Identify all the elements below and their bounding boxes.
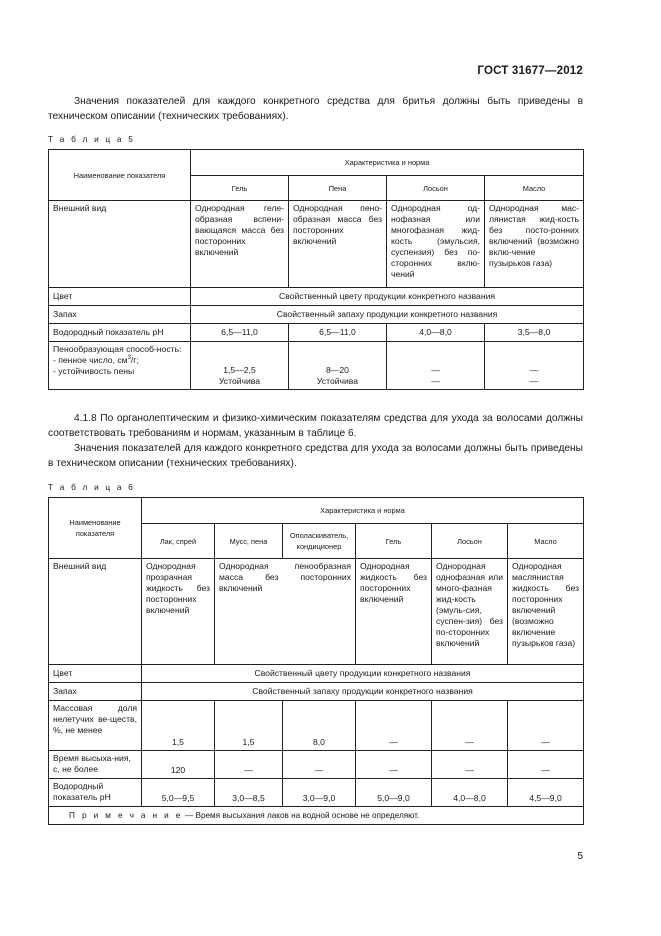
t5-foam-label [49, 342, 191, 390]
t5-foam-title: Пенообразующая способ-ность: [53, 344, 182, 354]
t5-foam-maslo [485, 342, 584, 390]
t5-ph-maslo: 3,5—8,0 [485, 324, 584, 342]
t6-col-muss: Мусс, пена [215, 524, 283, 559]
t6-color-label: Цвет [49, 665, 142, 683]
t5-appearance-label: Внешний вид [49, 201, 191, 288]
t6-appearance-label: Внешний вид [49, 559, 142, 665]
t6-appearance-lak: Однородная прозрачная жидкость без посторонних включений [142, 559, 215, 665]
t6-drying-maslo: — [508, 751, 584, 779]
section-paragraph-1 [48, 411, 583, 441]
table5-caption: Т а б л и ц а 5 [48, 134, 136, 144]
t6-mass-lak: 1,5 [142, 701, 215, 751]
t5-foam-number-label [53, 355, 186, 366]
t5-ph-gel: 6,5—11,0 [191, 324, 289, 342]
intro-paragraph-text: Значения показателей для каждого конкретного средства для бритья должны быть приведены в техническом описании (технических требованиях). [48, 96, 583, 122]
t5-foam-loson-stability: — [431, 376, 440, 386]
t6-appearance-muss-opolask: Однородная пенообразная масса без посторонних включений [215, 559, 356, 665]
t6-smell-label: Запах [49, 683, 142, 701]
t6-color-value: Свойственный цвету продукции конкретного названия [142, 665, 584, 683]
t6-ph-muss: 3,0—8,5 [215, 779, 283, 807]
t5-color-value: Свойственный цвету продукции конкретного названия [191, 288, 584, 306]
t5-foam-loson-number: — [431, 365, 440, 375]
section-paragraph-1-text: 4.1.8 По органолептическим и физико-химическим показателям средства для ухода за волосами должны соответствовать требованиям и нормам, указанным в таблице 6. [48, 413, 583, 439]
t5-appearance-loson: Однородная од-нофазная или многофазная жид-кость (эмульсия, суспензия) без по-сторонних вклю-чений [387, 201, 485, 288]
t6-smell-value: Свойственный запаху продукции конкретного названия [142, 683, 584, 701]
t6-col-gel: Гель [356, 524, 432, 559]
t5-foam-unit-tail: /г; [130, 355, 139, 365]
t5-head-group: Характеристика и норма [191, 150, 584, 176]
t5-ph-pena: 6,5—11,0 [289, 324, 387, 342]
t6-note [49, 807, 584, 825]
t5-color-label: Цвет [49, 288, 191, 306]
t5-foam-pena-stability: Устойчива [316, 376, 359, 386]
table-5 [48, 149, 584, 390]
t6-drying-opolask: — [283, 751, 356, 779]
standard-header: ГОСТ 31677—2012 [477, 65, 583, 77]
t6-col-loson: Лосьон [432, 524, 508, 559]
t5-foam-maslo-stability: — [529, 376, 539, 386]
t5-col-pena: Пена [289, 176, 387, 201]
t6-mass-maslo: — [508, 701, 584, 751]
t6-mass-opolask: 8,0 [283, 701, 356, 751]
t5-foam-gel-number: 1,5—2,5 [223, 365, 256, 375]
t5-head-indicator: Наименование показателя [49, 150, 191, 201]
t6-ph-label: Водородный показатель pH [49, 779, 142, 807]
intro-paragraph [48, 94, 583, 124]
t5-appearance-gel: Однородная геле-образная вспени-вающаяся масса без посторонних включений [191, 201, 289, 288]
t6-mass-loson: — [432, 701, 508, 751]
t5-foam-number-label-text: - пенное число, см [53, 355, 128, 365]
t5-col-maslo: Масло [485, 176, 584, 201]
t6-mass-gel: — [356, 701, 432, 751]
t5-smell-label: Запах [49, 306, 191, 324]
t6-ph-gel: 5,0—9,0 [356, 779, 432, 807]
t6-ph-maslo: 4,5—9,0 [508, 779, 584, 807]
t6-note-prefix: П р и м е ч а н и е [69, 811, 183, 820]
t5-foam-pena [289, 342, 387, 390]
page-number: 5 [577, 851, 583, 862]
t6-drying-loson: — [432, 751, 508, 779]
t5-col-gel: Гель [191, 176, 289, 201]
t6-col-maslo: Масло [508, 524, 584, 559]
t5-foam-gel [191, 342, 289, 390]
t6-head-indicator: Наименование показателя [49, 498, 142, 559]
t6-ph-lak: 5,0—9,5 [142, 779, 215, 807]
t6-drying-gel: — [356, 751, 432, 779]
t6-drying-muss: — [215, 751, 283, 779]
t5-foam-gel-stability: Устойчива [218, 376, 261, 386]
t5-foam-unit-sup: 3 [127, 355, 131, 362]
t6-col-lak: Лак, спрей [142, 524, 215, 559]
t6-appearance-gel: Однородная жидкость без посторонних включений [356, 559, 432, 665]
t5-ph-loson: 4,0—8,0 [387, 324, 485, 342]
t5-foam-loson [387, 342, 485, 390]
t5-col-loson: Лосьон [387, 176, 485, 201]
table6-caption: Т а б л и ц а 6 [48, 482, 136, 492]
t5-foam-pena-number: 8—20 [326, 365, 349, 375]
t5-appearance-maslo: Однородная мас-лянистая жид-кость без посто-ронних включений (возможно вклю-чение пузырьков газа) [485, 201, 584, 288]
t6-ph-opolask: 3,0—9,0 [283, 779, 356, 807]
t5-smell-value: Свойственный запаху продукции конкретного названия [191, 306, 584, 324]
t6-appearance-loson: Однородная однофазная или много-фазная жид-кость (эмуль-сия, суспен-зия) без по-сторонних включений [432, 559, 508, 665]
t5-foam-maslo-number: — [529, 365, 539, 375]
t6-mass-muss: 1,5 [215, 701, 283, 751]
section-paragraph-2 [48, 441, 583, 471]
t5-foam-stability-label: - устойчивость пены [53, 366, 135, 376]
t5-ph-label: Водородный показатель pH [49, 324, 191, 342]
t6-drying-label: Время высыха-ния, с, не более [49, 751, 142, 779]
table-6 [48, 497, 584, 825]
section-paragraph-2-text: Значения показателей для каждого конкретного средства для ухода за волосами должны быть приведены в техническом описании (технических требованиях). [48, 443, 583, 469]
t5-appearance-pena: Однородная пено-образная масса без посторонних включений [289, 201, 387, 288]
t6-drying-lak: 120 [142, 751, 215, 779]
t6-mass-label: Массовая доля нелетучих ве-ществ, %, не менее [49, 701, 142, 751]
t6-appearance-maslo: Однородная маслянистая жидкость без посторонних включений (возможно включение пузырьков газа) [508, 559, 584, 665]
t6-note-text: — Время высыхания лаков на водной основе не определяют. [182, 811, 420, 820]
t6-col-opolask: Ополаскиватель, кондиционер [283, 524, 356, 559]
t6-ph-loson: 4,0—8,0 [432, 779, 508, 807]
t6-head-group: Характеристика и норма [142, 498, 584, 524]
